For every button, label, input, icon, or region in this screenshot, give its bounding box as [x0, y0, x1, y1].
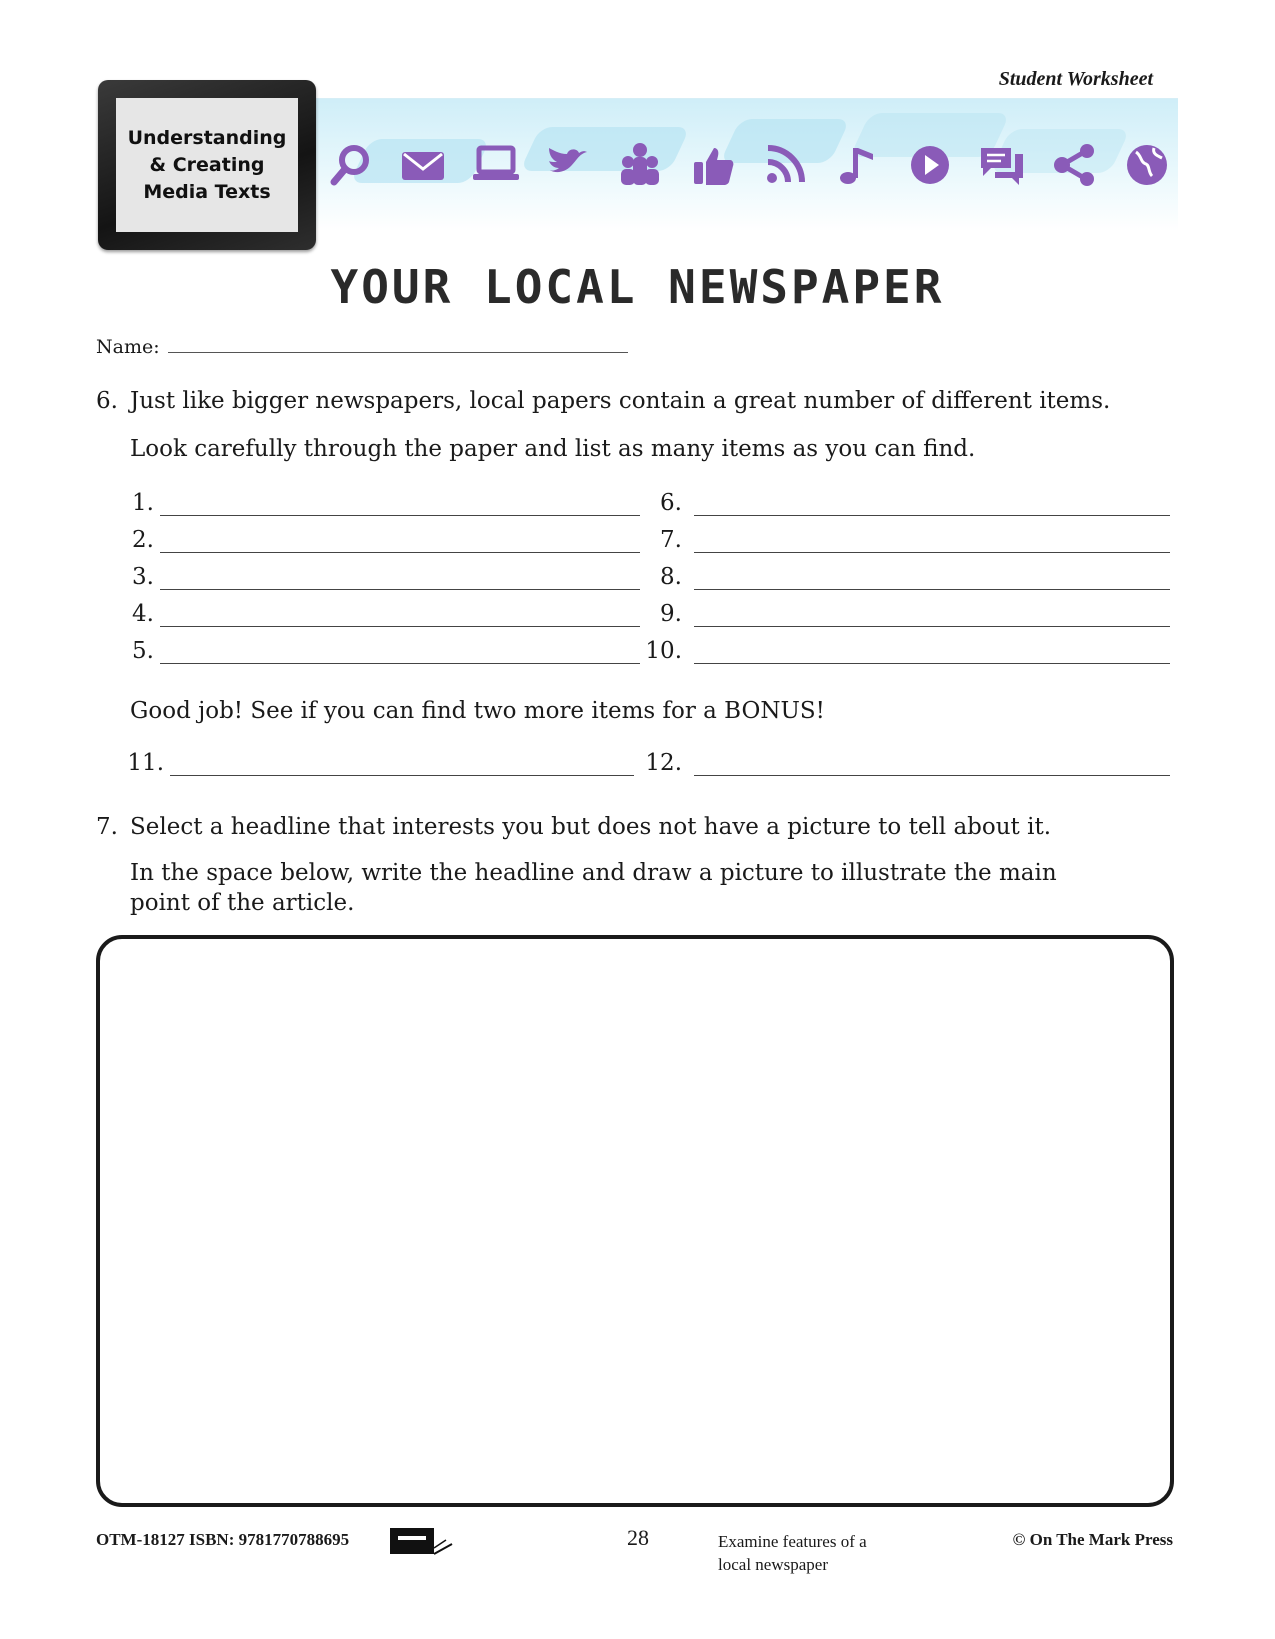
laptop-icon — [471, 140, 521, 190]
mail-icon — [398, 140, 448, 190]
item-number: 7. — [660, 527, 682, 553]
item-number: 3. — [132, 564, 154, 590]
bird-icon — [543, 140, 593, 190]
series-title — [116, 98, 298, 232]
page-title: YOUR LOCAL NEWSPAPER — [330, 260, 945, 314]
name-label: Name: — [96, 336, 160, 358]
item-number: 1. — [132, 490, 154, 516]
bonus-prompt: Good job! See if you can find two more items for a BONUS! — [130, 698, 825, 724]
series-title-line-1: Understanding — [127, 126, 287, 149]
answer-item-8[interactable] — [630, 560, 1170, 590]
media-icon-strip — [326, 132, 1172, 198]
worksheet-label: Student Worksheet — [998, 68, 1153, 90]
name-line[interactable] — [168, 336, 628, 353]
item-number: 2. — [132, 527, 154, 553]
question-7-number: 7. — [96, 814, 118, 840]
chat-bubbles-icon — [977, 140, 1027, 190]
item-number: 6. — [660, 490, 682, 516]
answer-item-2[interactable] — [110, 523, 640, 553]
question-6-number: 6. — [96, 388, 118, 414]
music-note-icon — [833, 140, 883, 190]
question-7-text: Select a headline that interests you but does not have a picture to tell about it. — [130, 814, 1052, 840]
question-6-text: Just like bigger newspapers, local papers contain a great number of different items. — [130, 388, 1111, 414]
answer-item-6[interactable] — [630, 486, 1170, 516]
page-number: 28 — [627, 1525, 649, 1550]
tablet-logo — [98, 80, 316, 250]
item-number: 12. — [645, 750, 682, 776]
rss-icon — [760, 140, 810, 190]
answer-item-4[interactable] — [110, 597, 640, 627]
people-icon — [615, 140, 665, 190]
item-number: 11. — [127, 750, 164, 776]
footer-description — [718, 1530, 867, 1576]
search-icon — [326, 140, 376, 190]
globe-icon — [1122, 140, 1172, 190]
answer-item-11[interactable] — [110, 746, 634, 776]
name-field[interactable] — [96, 336, 628, 358]
answer-item-10[interactable] — [630, 634, 1170, 664]
answer-item-3[interactable] — [110, 560, 640, 590]
answer-item-12[interactable] — [630, 746, 1170, 776]
answer-item-5[interactable] — [110, 634, 640, 664]
footer-description-line-1: Examine features of a — [718, 1532, 867, 1551]
drawing-area[interactable] — [96, 935, 1174, 1507]
footer-description-line-2: local newspaper — [718, 1555, 828, 1574]
item-number: 9. — [660, 601, 682, 627]
item-number: 10. — [645, 638, 682, 664]
answer-item-1[interactable] — [110, 486, 640, 516]
question-7-instruction: In the space below, write the headline and draw a picture to illustrate the main point of the article. — [130, 860, 1057, 916]
answer-item-9[interactable] — [630, 597, 1170, 627]
item-number: 5. — [132, 638, 154, 664]
series-title-line-3: Media Texts — [143, 180, 271, 203]
answer-item-7[interactable] — [630, 523, 1170, 553]
series-title-line-2: & Creating — [149, 153, 265, 176]
share-icon — [1050, 140, 1100, 190]
thumbs-up-icon — [688, 140, 738, 190]
item-number: 4. — [132, 601, 154, 627]
question-6-instruction: Look carefully through the paper and list as many items as you can find. — [130, 436, 976, 462]
play-icon — [905, 140, 955, 190]
book-icon — [388, 1526, 454, 1556]
footer-copyright: © On The Mark Press — [1012, 1530, 1173, 1549]
footer-code: OTM-18127 ISBN: 9781770788695 — [96, 1530, 350, 1549]
item-number: 8. — [660, 564, 682, 590]
